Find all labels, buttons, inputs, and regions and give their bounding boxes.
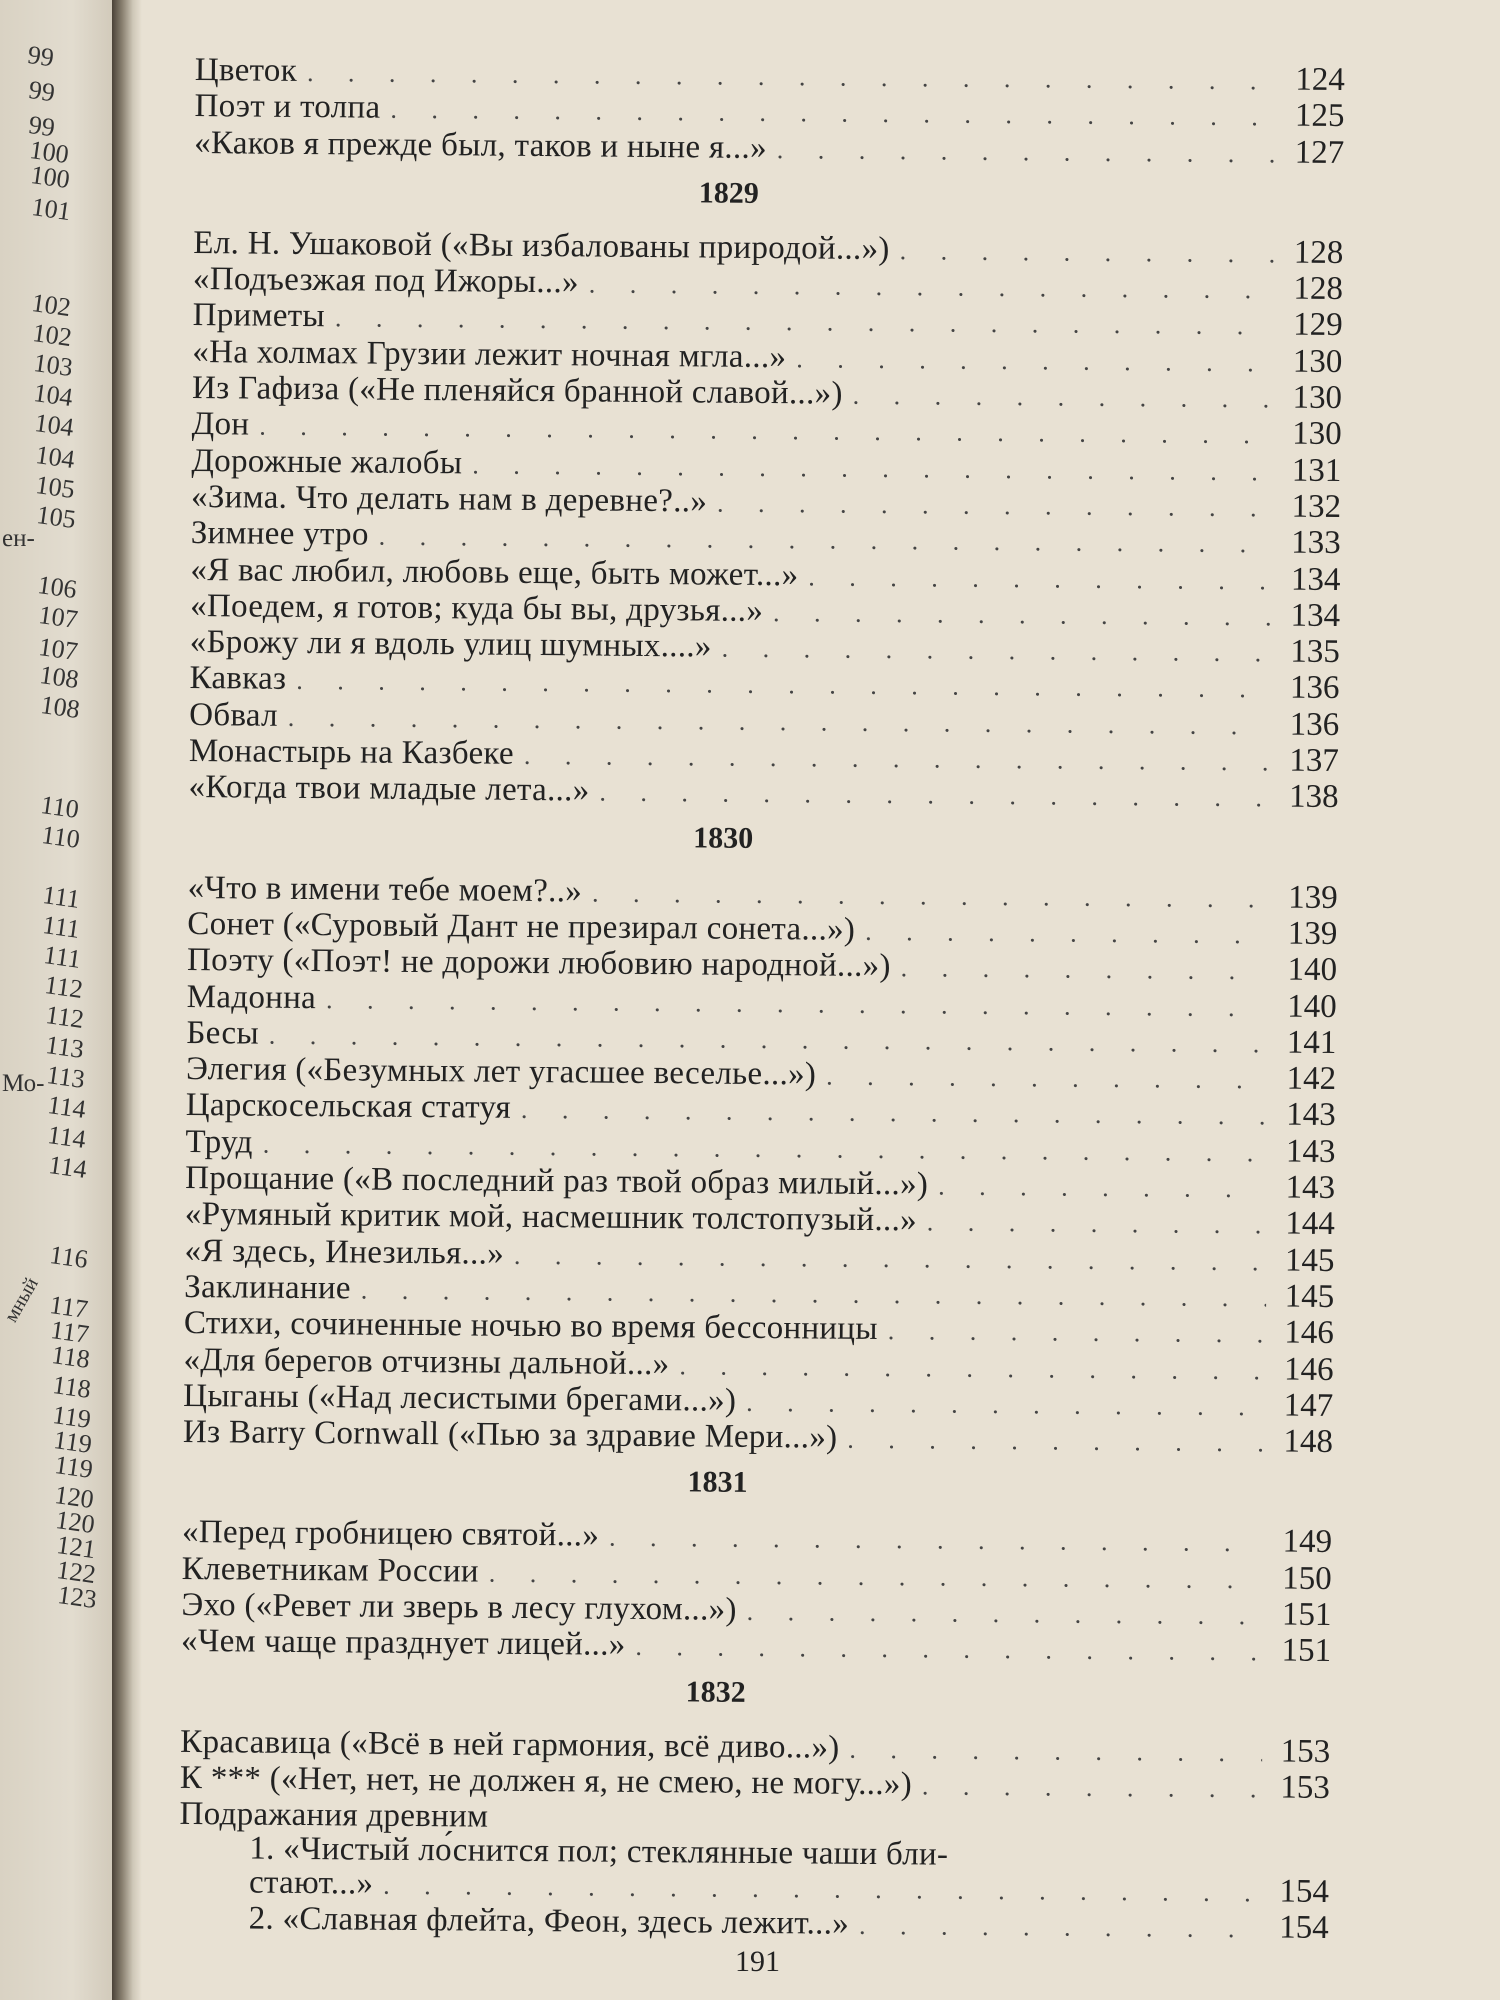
- dot-leader: [901, 950, 1270, 989]
- facing-page-number: 114: [45, 1120, 88, 1155]
- dot-leader: [865, 914, 1269, 954]
- facing-page-number: 119: [51, 1425, 94, 1460]
- facing-page-number: 110: [38, 790, 81, 825]
- facing-page-number: 102: [29, 288, 73, 323]
- dot-leader: [521, 1092, 1268, 1135]
- entry-title: Дорожные жалобы: [191, 442, 463, 482]
- facing-page-number: 110: [39, 820, 82, 855]
- facing-page-number: 100: [28, 160, 72, 195]
- dot-leader: [717, 486, 1273, 527]
- facing-page-number: 122: [54, 1555, 98, 1590]
- entry-title: К *** («Нет, нет, не должен я, не смею, не могу...»): [179, 1759, 913, 1803]
- dot-leader: [679, 1348, 1265, 1389]
- entry-title: Обвал: [189, 696, 279, 734]
- facing-page-number: 104: [32, 408, 76, 443]
- facing-page-number: 113: [43, 1030, 86, 1065]
- facing-page-number: 111: [41, 940, 83, 974]
- dot-leader: [927, 1205, 1267, 1244]
- dot-leader: [888, 1313, 1266, 1352]
- entry-page-number: 133: [1291, 524, 1341, 562]
- entry-title: Элегия («Безумных лет угасшее веселье...»): [185, 1051, 817, 1093]
- dot-leader: [899, 233, 1275, 272]
- entry-page-number: 132: [1291, 488, 1342, 525]
- entry-page-number: 145: [1284, 1242, 1335, 1279]
- year-heading: 1829: [698, 176, 759, 210]
- facing-page-margin: [0, 0, 120, 2000]
- entry-page-number: 140: [1287, 988, 1337, 1025]
- entry-title: Цветок: [194, 52, 298, 89]
- entry-title: «Каков я прежде был, таков и ныне я...»: [194, 124, 768, 166]
- facing-page-number: 121: [54, 1530, 98, 1565]
- entry-title: Монастырь на Казбеке: [188, 733, 515, 772]
- entry-title: Поэту («Поэт! не дорожи любовию народной...»): [186, 942, 891, 985]
- entry-title: Сонет («Суровый Дант не презирал сонета...»): [187, 905, 856, 948]
- entry-title: «Я здесь, Инезилья...»: [184, 1232, 505, 1272]
- dot-leader: [747, 1594, 1264, 1635]
- dot-leader: [722, 631, 1272, 672]
- entry-page-number: 151: [1281, 1632, 1332, 1670]
- entry-title: «Чем чаще празднует лицей...»: [180, 1623, 626, 1664]
- entry-title: Подражания древним: [179, 1796, 489, 1835]
- entry-page-number: 137: [1289, 742, 1340, 780]
- entry-title: Прощание («В последний раз твой образ милый...»): [185, 1159, 929, 1203]
- entry-page-number: 144: [1285, 1205, 1335, 1243]
- facing-page-fragment: мный: [0, 1273, 43, 1326]
- dot-leader: [859, 1908, 1261, 1948]
- facing-page-number: 118: [49, 1340, 92, 1375]
- facing-page-number: 108: [37, 660, 81, 695]
- facing-page-number: 111: [40, 910, 82, 944]
- entry-page-number: 143: [1285, 1133, 1336, 1170]
- year-heading: 1830: [693, 821, 754, 855]
- facing-page-number: 113: [44, 1060, 87, 1095]
- dot-leader: [524, 738, 1271, 781]
- dot-leader: [853, 378, 1275, 418]
- entry-title: Царскосельская статуя: [185, 1087, 512, 1127]
- entry-page-number: 130: [1292, 343, 1343, 380]
- facing-page-number: 99: [25, 40, 56, 73]
- entry-page-number: 139: [1288, 879, 1338, 916]
- year-heading: 1831: [687, 1465, 748, 1500]
- dot-leader: [777, 132, 1277, 172]
- facing-page-fragment: Мо-: [2, 1070, 45, 1097]
- entry-title: Зимнее утро: [190, 515, 369, 553]
- facing-page-number: 104: [31, 378, 75, 413]
- entry-title: Труд: [185, 1123, 254, 1161]
- facing-page-number: 100: [27, 135, 71, 170]
- facing-page-number: 117: [47, 1290, 90, 1325]
- entry-title: Заклинание: [184, 1268, 351, 1307]
- entry-page-number: 154: [1279, 1910, 1329, 1947]
- entry-title: стают...»: [248, 1864, 374, 1902]
- entry-page-number: 143: [1285, 1169, 1336, 1207]
- facing-page-number: 114: [45, 1090, 88, 1125]
- dot-leader: [609, 1520, 1264, 1562]
- facing-page-number: 119: [50, 1400, 93, 1435]
- entry-title: «Для берегов отчизны дальной...»: [183, 1341, 670, 1382]
- entry-title: Эхо («Ревет ли зверь в лесу глухом...»): [181, 1586, 737, 1628]
- entry-title: Стихи, сочиненные ночью во время бессонницы: [183, 1305, 878, 1348]
- entry-page-number: 130: [1292, 415, 1342, 453]
- entry-title: Мадонна: [186, 978, 317, 1016]
- entry-page-number: 154: [1279, 1873, 1330, 1911]
- dot-leader: [589, 267, 1276, 309]
- entry-title: Из Barry Cornwall («Пью за здравие Мери...»): [182, 1414, 838, 1456]
- facing-page-number: 116: [47, 1240, 90, 1275]
- table-of-contents: [179, 52, 1345, 1947]
- entry-page-number: 141: [1286, 1024, 1337, 1061]
- entry-page-number: 146: [1283, 1351, 1334, 1388]
- entry-title: «Румяный критик мой, насмешник толстопузый...»: [184, 1196, 918, 1239]
- facing-page-number: 103: [31, 348, 75, 383]
- facing-page-number: 112: [43, 1000, 86, 1035]
- entry-title: «Брожу ли я вдоль улиц шумных....»: [189, 624, 712, 665]
- entry-page-number: 128: [1293, 234, 1344, 271]
- facing-page-number: 119: [52, 1450, 95, 1485]
- facing-page-number: 112: [42, 970, 85, 1005]
- entry-title: Красавица («Всё в ней гармония, всё диво...»): [180, 1723, 840, 1766]
- entry-page-number: 134: [1290, 561, 1341, 598]
- book-gutter: [112, 0, 142, 2000]
- entry-title: Бесы: [186, 1014, 260, 1052]
- facing-page-number: 107: [36, 600, 80, 635]
- facing-page-number: 105: [34, 500, 78, 535]
- dot-leader: [922, 1768, 1262, 1807]
- dot-leader: [938, 1169, 1267, 1208]
- entry-page-number: 140: [1287, 951, 1338, 989]
- facing-page-number: 104: [33, 440, 77, 475]
- dot-leader: [796, 341, 1274, 381]
- entry-title: Клеветникам России: [181, 1550, 480, 1590]
- dot-leader: [847, 1422, 1265, 1462]
- entry-title: «Зима. Что делать нам в деревне?..»: [190, 478, 708, 520]
- entry-page-number: 125: [1294, 97, 1345, 135]
- dot-leader: [773, 595, 1272, 635]
- facing-page-number: 120: [52, 1480, 96, 1515]
- entry-title: Ел. Н. Ушаковой («Вы избалованы природой...»): [193, 224, 890, 267]
- facing-page-number: 120: [53, 1505, 97, 1540]
- entry-title: «Я вас любил, любовь еще, быть может...»: [190, 551, 799, 593]
- facing-page-number: 107: [36, 632, 80, 667]
- entry-page-number: 151: [1281, 1596, 1332, 1633]
- facing-page-number: 108: [38, 690, 82, 725]
- entry-page-number: 147: [1283, 1387, 1334, 1424]
- entry-title: «Когда твои младые лета...»: [188, 769, 590, 809]
- facing-page-fragment: ен-: [2, 525, 35, 552]
- facing-page-number: 102: [30, 318, 74, 353]
- entry-page-number: 153: [1280, 1769, 1331, 1806]
- entry-title: «На холмах Грузии лежит ночная мгла...»: [192, 333, 787, 375]
- year-heading: 1832: [685, 1674, 746, 1709]
- facing-page-number: 99: [26, 110, 57, 143]
- entry-page-number: 149: [1282, 1523, 1333, 1561]
- facing-page-number: 123: [55, 1580, 99, 1615]
- facing-page-number: 105: [33, 470, 77, 505]
- entry-page-number: 135: [1290, 633, 1340, 671]
- entry-title: «Подъезжая под Ижоры...»: [192, 261, 579, 301]
- facing-page-number: 117: [48, 1315, 91, 1350]
- entry-page-number: 129: [1293, 307, 1343, 344]
- entry-page-number: 124: [1295, 61, 1345, 99]
- page-number: 191: [735, 1945, 780, 1978]
- entry-page-number: 153: [1280, 1733, 1331, 1770]
- entry-title: «Поедем, я готов; куда бы вы, друзья...»: [190, 587, 764, 629]
- facing-page-number: 99: [26, 75, 57, 108]
- dot-leader: [849, 1731, 1262, 1771]
- entry-title: Приметы: [192, 297, 326, 335]
- entry-title: Из Гафиза («Не пленяйся бранной славой...»): [191, 370, 843, 412]
- facing-page-number: 118: [50, 1370, 93, 1405]
- entry-page-number: 134: [1290, 597, 1341, 634]
- entry-page-number: 128: [1293, 270, 1344, 308]
- entry-page-number: 136: [1289, 706, 1340, 743]
- dot-leader: [514, 1237, 1267, 1280]
- entry-title: Дон: [191, 406, 250, 443]
- entry-page-number: 143: [1286, 1096, 1336, 1134]
- entry-title: 2. «Славная флейта, Феон, здесь лежит...»: [248, 1901, 850, 1943]
- entry-page-number: 145: [1284, 1278, 1335, 1315]
- entry-page-number: 146: [1284, 1314, 1335, 1352]
- dot-leader: [826, 1059, 1268, 1099]
- entry-title: 1. «Чистый ло́снится пол; стеклянные чаши бли-: [249, 1830, 949, 1873]
- entry-title: Кавказ: [189, 660, 287, 698]
- facing-page-number: 114: [46, 1150, 89, 1185]
- entry-page-number: 148: [1283, 1423, 1334, 1461]
- entry-title: Цыганы («Над лесистыми брегами...»): [183, 1377, 737, 1419]
- entry-page-number: 150: [1282, 1560, 1332, 1597]
- entry-title: «Что в имени тебе моем?..»: [187, 869, 583, 910]
- entry-title: Поэт и толпа: [194, 88, 381, 126]
- entry-page-number: 138: [1288, 778, 1339, 816]
- facing-page-number: 111: [40, 880, 82, 914]
- entry-page-number: 131: [1291, 452, 1342, 489]
- entry-page-number: 139: [1287, 915, 1338, 952]
- dot-leader: [808, 559, 1272, 599]
- facing-page-number: 106: [35, 570, 79, 605]
- entry-page-number: 142: [1286, 1060, 1337, 1098]
- facing-page-number: 101: [29, 192, 73, 227]
- entry-page-number: 130: [1292, 379, 1343, 417]
- entry-page-number: 127: [1294, 134, 1345, 171]
- entry-page-number: 136: [1289, 670, 1340, 707]
- entry-title: «Перед гробницею святой...»: [181, 1514, 600, 1554]
